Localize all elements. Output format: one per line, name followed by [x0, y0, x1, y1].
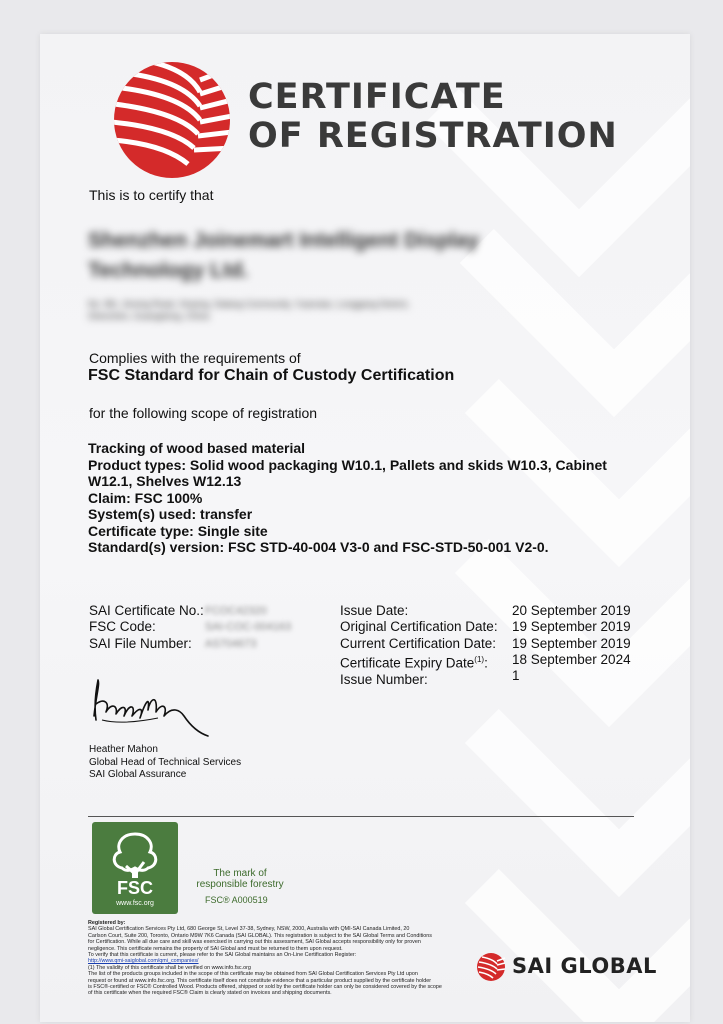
date-labels [340, 603, 498, 688]
certificate-title [248, 78, 618, 156]
footer-line: request or found at www.info.fsc.org. This certificate itself does not constitute evidence that a particular product supplied by the certificate holder [88, 977, 431, 984]
issue-date-label: Issue Date: [340, 603, 409, 618]
expiry-footnote-ref: (1) [474, 654, 485, 664]
file-number-label: SAI File Number: [89, 635, 192, 651]
footer-line: The list of the products groups included in the scope of this certificate may be obtained from SAI Global Certification Services Pty Ltd upon [88, 971, 418, 978]
registered-by-label: Registered by: [88, 920, 126, 926]
expiry-date-value: 18 September 2024 [512, 651, 631, 667]
scope-of-registration [88, 440, 628, 556]
title-line-1: CERTIFICATE [248, 77, 506, 117]
company-name [88, 226, 479, 286]
footer-line: SAI Global Certification Services Pty Ltd, 680 George St, Level 37-38, Sydney, NSW, 2000, Australia with QMI-SAI Canada Limited, 20 [88, 926, 410, 933]
scope-line: W12.1, Shelves W12.13 [88, 473, 242, 489]
footer-line: To verify that this certificate is current, please refer to the SAI Global maintains an On-Line Certification Register: [88, 952, 357, 959]
sai-global-logo [112, 60, 232, 180]
complies-text: Complies with the requirements of [89, 350, 301, 366]
signatory-name: Heather Mahon [89, 744, 158, 755]
signatory-block [89, 744, 241, 782]
sai-global-wordmark: SAI GLOBAL [512, 954, 657, 978]
scope-line: Standard(s) version: FSC STD-40-004 V3-0 and FSC-STD-50-001 V2-0. [88, 539, 549, 555]
footer-line: negligence. This certificate remains the property of SAI Global and must be returned to them upon request. [88, 945, 343, 952]
cert-no-label: SAI Certificate No.: [89, 603, 204, 618]
fsc-license-code: FSC® A000519 [205, 895, 268, 905]
issue-number-value: 1 [512, 668, 520, 684]
file-number-value: AS704673 [205, 637, 257, 650]
original-date-label: Original Certification Date: [340, 619, 498, 635]
divider [88, 816, 634, 817]
signatory-org: SAI Global Assurance [89, 769, 187, 780]
signatory-role: Global Head of Technical Services [89, 756, 242, 768]
current-date-value: 19 September 2019 [512, 635, 631, 651]
register-link[interactable]: http://www.qmi-saiglobal.com/qmi_companies/ [88, 958, 199, 965]
footer-line: of this certificate when the required FSC® Claim is clearly stated on invoices and shipping documents. [88, 990, 332, 997]
date-values [512, 603, 631, 684]
expiry-date-label [340, 652, 498, 672]
original-date-value: 19 September 2019 [512, 619, 631, 635]
scope-line: Product types: Solid wood packaging W10.1, Pallets and skids W10.3, Cabinet [88, 456, 607, 473]
expiry-colon: : [484, 655, 488, 671]
expiry-label-text: Certificate Expiry Date [340, 655, 475, 671]
company-name-line-1: Shenzhen Joinemart Intelligent Display [88, 229, 479, 252]
id-labels [89, 603, 204, 652]
fsc-code-value: SAI-COC-004163 [205, 621, 292, 634]
title-line-2: OF REGISTRATION [248, 116, 618, 156]
cert-no-value: FCOC42320 [205, 605, 267, 617]
footer-line: Carlson Court, Suite 200, Toronto, Ontario M9W 7K6 Canada (SAI GLOBAL). This registration is subject to the SAI Global Terms and Conditions [88, 932, 432, 939]
company-address [88, 298, 409, 322]
footer-fine-print [88, 920, 488, 997]
scope-line: System(s) used: transfer [88, 506, 253, 522]
current-date-label: Current Certification Date: [340, 635, 497, 651]
fsc-logo [92, 822, 178, 914]
sai-global-small-logo-icon [476, 952, 506, 982]
address-line-1: No. 8th, Jinxing Road, Xinping, Dalang Community, Yuanxiao, Longgang District, [88, 299, 410, 309]
fsc-mark-line-1: The mark of [213, 868, 267, 879]
scope-line: Tracking of wood based material [88, 440, 306, 456]
intro-text: This is to certify that [89, 187, 214, 203]
id-values [205, 603, 291, 652]
scope-intro: for the following scope of registration [89, 405, 318, 421]
scope-line: Claim: FSC 100% [88, 489, 203, 506]
fsc-mark-line-2: responsible forestry [196, 879, 284, 890]
scope-line: Certificate type: Single site [88, 522, 268, 539]
standard-title: FSC Standard for Chain of Custody Certification [88, 367, 455, 384]
footer-line: (1) The validity of this certificate shall be verified on www.info.fsc.org [88, 964, 251, 971]
issue-number-label: Issue Number: [340, 671, 428, 687]
fsc-logo-text: FSC [117, 878, 153, 898]
company-name-line-2: Technology Ltd. [88, 259, 249, 282]
fsc-code-label: FSC Code: [89, 619, 156, 635]
address-line-2: Shenzhen, Guangdong, China [88, 311, 210, 321]
footer-line: is FSC®-certified or FSC® Controlled Wood. Products offered, shipped or sold by the certificate holder can only be considered covered by the scope [88, 984, 442, 991]
fsc-logo-url: www.fsc.org [116, 900, 154, 907]
fsc-mark-text [195, 868, 285, 890]
footer-line: for Certification. While all due care and skill was exercised in carrying out this assessment, SAI Global accepts responsibility only for proven [88, 939, 421, 946]
signature-image [88, 676, 218, 742]
issue-date-value: 20 September 2019 [512, 603, 631, 618]
